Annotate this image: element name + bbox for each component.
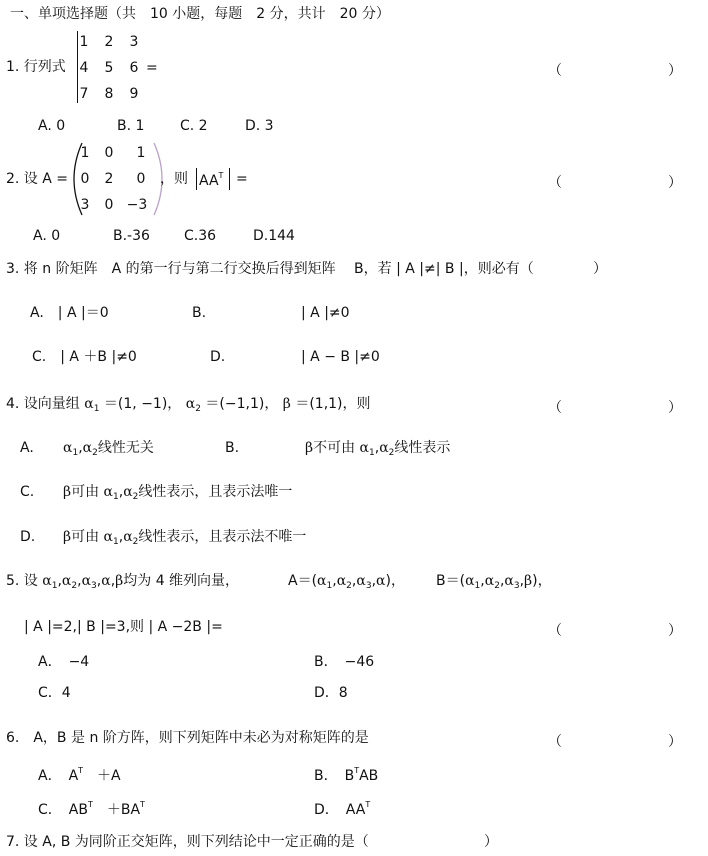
alpha-symbol: α — [82, 440, 93, 456]
matrix-cell: 9 — [129, 86, 139, 102]
stem-prefix: 4. 设向量组 — [6, 396, 80, 412]
comma: , — [77, 573, 82, 589]
option-text: 不可由 — [313, 440, 356, 456]
alpha-symbol: α — [379, 440, 389, 456]
matrix-cell: 0 — [136, 171, 146, 187]
answer-paren: （ ） — [548, 63, 708, 79]
comma: , — [371, 573, 377, 589]
beta-symbol: β — [305, 440, 314, 456]
matrix-cell: 8 — [104, 86, 114, 102]
matrix-cell: 7 — [79, 86, 89, 102]
matrix-cell: 5 — [104, 60, 114, 76]
transpose-sup: T — [365, 800, 371, 809]
answer-paren-close: ） — [593, 261, 607, 277]
alpha1-value: ＝(1, −1)， — [103, 396, 182, 412]
alpha-symbol: α — [123, 529, 133, 545]
option-text: AB — [359, 768, 379, 784]
matrix-cell: 4 — [79, 60, 89, 76]
option-b: B． −46 — [314, 654, 375, 670]
matrix-cell: 1 — [80, 145, 90, 161]
matrix-b-def: $B=(\alpha_1,\alpha_2,\alpha_3,\beta)$， — [436, 573, 552, 591]
question-2-label: 2. 设 A = — [6, 171, 69, 187]
matrix-cell: 3 — [129, 34, 139, 50]
comma: , — [374, 440, 380, 456]
beta-value: ＝(1,1)，则 — [295, 396, 371, 412]
option-b-label: B. — [225, 440, 240, 456]
alpha-symbol: α — [42, 573, 52, 589]
alpha-symbol: α — [356, 573, 366, 589]
option-b: B.-36 — [113, 228, 150, 244]
alpha-symbol: α — [103, 529, 114, 545]
alpha-symbol: α — [359, 440, 370, 456]
abs-bar-right — [229, 168, 230, 190]
answer-paren: （ ） — [548, 734, 708, 750]
abs-bar-left — [196, 168, 197, 190]
matrix-cell: 0 — [104, 197, 114, 213]
option-c: C. | A ＋B |≠0 — [32, 349, 137, 365]
option-tail: 线性表示，且表示法唯一 — [138, 484, 293, 500]
option-d-text: β可由 $\alpha_1,\alpha_2$线性表示，且表示法不唯一 — [63, 529, 307, 547]
option-b-text: | A |≠0 — [301, 305, 350, 321]
alpha-symbol: α — [465, 573, 475, 589]
alpha-symbol: α — [81, 573, 92, 589]
option-text: C． AB — [38, 802, 88, 818]
option-c — [38, 801, 145, 817]
matrix-cell: 1 — [136, 145, 146, 161]
matrix-b-prefix: B＝( — [436, 573, 466, 589]
alpha-symbol: α — [317, 573, 327, 589]
option-d: D. 3 — [245, 118, 274, 134]
option-a: A. 0 — [33, 228, 61, 244]
matrix-cell: 2 — [104, 34, 114, 50]
option-b: B. 1 — [117, 118, 145, 134]
transpose-sup: T — [87, 800, 93, 809]
comma: , — [78, 440, 83, 456]
answer-paren-close: ） — [484, 834, 498, 850]
beta-symbol: β — [63, 529, 72, 545]
option-d — [314, 801, 370, 817]
alpha-symbol: α — [376, 573, 386, 589]
option-text: 线性无关 — [97, 440, 154, 456]
transpose-sup: T — [140, 800, 145, 809]
aat-base: AA — [199, 173, 219, 189]
answer-paren: （ ） — [548, 623, 708, 639]
option-c: C. 2 — [180, 118, 208, 134]
option-a: A． −4 — [38, 654, 90, 670]
option-text: 可由 — [71, 484, 100, 500]
matrix-cell: 6 — [129, 60, 139, 76]
comma: , — [96, 573, 102, 589]
beta-symbol: β — [63, 484, 72, 500]
comma: , — [118, 529, 124, 545]
question-5-stem: 5. 设 $\alpha_1,\alpha_2,\alpha_3,\alpha,\beta$均为 4 维列向量， — [6, 573, 240, 591]
question-5-line2: | A |=2,| B |=3,则 | A −2B |= — [24, 619, 223, 635]
question-7-stem: 7. 设 A, B 为同阶正交矩阵，则下列结论中一定正确的是（ — [6, 834, 369, 850]
option-tail: 线性表示，且表示法不唯一 — [138, 529, 307, 545]
beta-symbol: β — [282, 396, 291, 412]
option-b-label: B. — [192, 305, 207, 321]
option-a: A. 0 — [38, 118, 66, 134]
then-text: ，则 — [160, 171, 188, 187]
stem-middle: 均为 4 维列向量， — [123, 573, 240, 589]
option-d-label: D. — [210, 349, 226, 365]
comma: , — [499, 573, 505, 589]
transpose-sup: T — [354, 766, 360, 775]
comma: , — [351, 573, 357, 589]
alpha-symbol: α — [504, 573, 514, 589]
alpha-symbol: α — [63, 440, 73, 456]
matrix-cell: 2 — [104, 171, 114, 187]
matrix-cell: 0 — [80, 171, 90, 187]
equals-sign: = — [236, 171, 248, 187]
comma: , — [480, 573, 485, 589]
option-text: B． B — [314, 768, 355, 784]
matrix-cell: 3 — [80, 197, 90, 213]
transpose-sup: T — [218, 171, 224, 180]
transpose-sup: T — [78, 766, 84, 775]
alpha-symbol: α — [61, 573, 72, 589]
option-c-text: β可由 $\alpha_1,\alpha_2$线性表示，且表示法唯一 — [63, 484, 293, 502]
aat-expression — [199, 172, 223, 188]
matrix-cell: 1 — [79, 34, 89, 50]
matrix-cell: −3 — [126, 197, 148, 213]
question-6-stem: 6. A，B 是 n 阶方阵，则下列矩阵中未必为对称矩阵的是 — [6, 730, 369, 746]
answer-paren: （ ） — [548, 175, 708, 191]
question-3-stem: 3. 将 n 阶矩阵 A 的第一行与第二行交换后得到矩阵 B，若 | A |≠| B |，则必有（ — [6, 261, 534, 277]
alpha-symbol: α — [103, 484, 114, 500]
comma: , — [118, 484, 124, 500]
answer-paren: （ ） — [548, 400, 708, 416]
option-text: A． A — [38, 768, 79, 784]
option-text: 可由 — [71, 529, 100, 545]
comma: , — [519, 573, 525, 589]
alpha2-value: ＝(−1,1)， — [205, 396, 279, 412]
beta-symbol: β — [524, 573, 533, 589]
alpha-symbol: α — [484, 573, 495, 589]
matrix-a-def: $A=(\alpha_1,\alpha_2,\alpha_3,\alpha)$， — [288, 573, 405, 591]
comma: , — [332, 573, 337, 589]
comma: , — [110, 573, 116, 589]
alpha-symbol: α — [185, 396, 196, 412]
option-d-label: D. — [20, 529, 36, 545]
matrix-a-prefix: A＝( — [288, 573, 318, 589]
option-tail: 线性表示 — [394, 440, 451, 456]
matrix-cell: 0 — [104, 145, 114, 161]
equals-sign: = — [146, 60, 158, 76]
option-d: D．8 — [314, 685, 348, 701]
option-c: C．4 — [38, 685, 71, 701]
option-text: D． AA — [314, 802, 366, 818]
option-d-text: | A − B |≠0 — [301, 349, 380, 365]
option-c-label: C. — [20, 484, 35, 500]
option-b — [314, 767, 378, 783]
option-a — [38, 767, 121, 783]
option-a-text: $\alpha_1,\alpha_2$线性无关 — [63, 440, 154, 458]
option-a: A. | A |＝0 — [30, 305, 109, 321]
option-b-text: β不可由 $\alpha_1,\alpha_2$线性表示 — [305, 440, 451, 458]
option-text: ＋A — [83, 768, 121, 784]
option-text: ＋BA — [92, 802, 141, 818]
option-a-label: A. — [20, 440, 34, 456]
section-title: 一、单项选择题（共 10 小题，每题 2 分，共计 20 分） — [10, 6, 390, 22]
option-c: C.36 — [184, 228, 217, 244]
alpha-symbol: α — [84, 396, 94, 412]
beta-symbol: β — [115, 573, 124, 589]
comma: , — [57, 573, 62, 589]
question-1-label: 1. 行列式 — [6, 59, 66, 75]
alpha-symbol: α — [336, 573, 347, 589]
alpha-symbol: α — [123, 484, 133, 500]
question-4-stem: 4. 设向量组 $\alpha_1 =(1$, −1)， $\alpha_2 =(-1,1)$， β ＝(1,1)，则 — [6, 396, 371, 414]
alpha-symbol: α — [101, 573, 111, 589]
option-d: D.144 — [253, 228, 295, 244]
stem-prefix: 5. 设 — [6, 573, 38, 589]
